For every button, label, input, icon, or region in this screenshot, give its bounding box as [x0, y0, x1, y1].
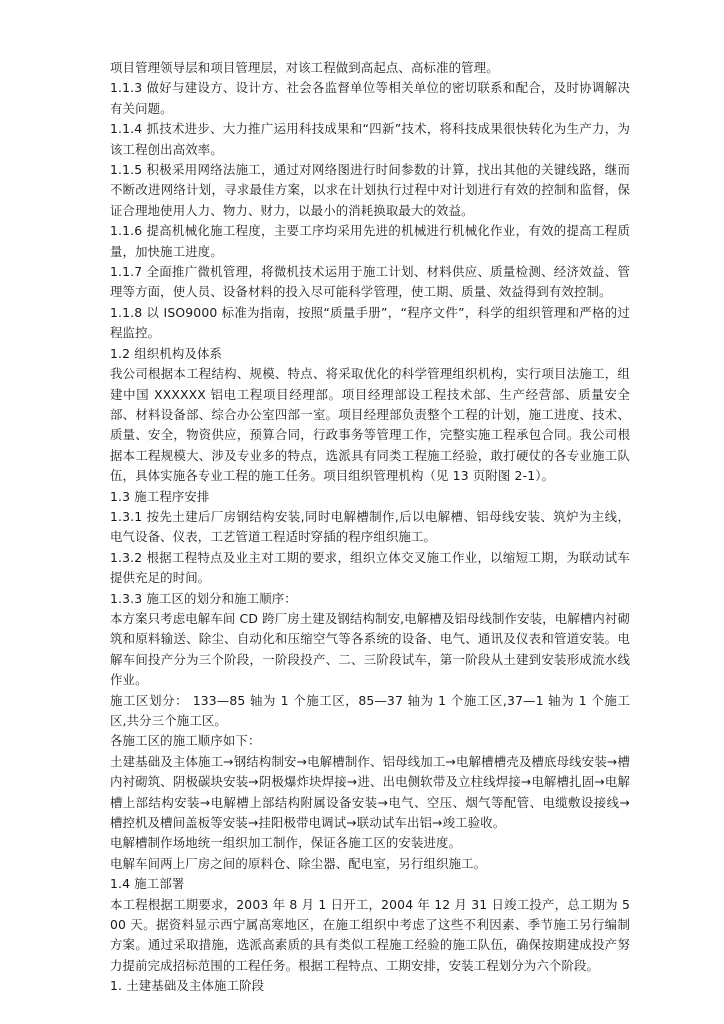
- paragraph-other-works: 电解车间两上厂房之间的原料仓、除尘器、配电室，另行组织施工。: [110, 855, 487, 871]
- heading-1-3: 1.3 施工程序安排: [110, 488, 210, 504]
- paragraph-1-3-2: 1.3.2 根据工程特点及业主对工期的要求，组织立体交叉施工作业，以缩短工期，为联动试车提供充足的时间。: [110, 549, 630, 586]
- paragraph-sequence-intro: 各施工区的施工顺序如下：: [110, 733, 261, 749]
- paragraph-1-1-4: 1.1.4 抓技术进步、大力推广运用科技成果和“四新”技术，将科技成果很快转化为生产力，为该工程创出高效率。: [110, 121, 630, 157]
- paragraph-deployment: 本工程根据工期要求，2003 年 8 月 1 日开工，2004 年 12 月 31 日竣工投产，总工期为 500 天。据资料显示西宁属高寒地区，在施工组织中考虑了这些不利因素、季节施工另行编制方案。通过采取措施，选派高素质的具有类似工程施工经验的施工队伍，确保按期建成投产努力提前完成招标范围的工程任务。根据工程特点、工期安排，安装工程划分为六个阶段。: [110, 896, 630, 973]
- paragraph-1-1-3: 1.1.3 做好与建设方、设计方、社会各监督单位等相关单位的密切联系和配合，及时协调解决有关问题。: [110, 80, 630, 116]
- paragraph-zones: 施工区划分： 133—85 轴为 1 个施工区，85—37 轴为 1 个施工区,37—1 轴为 1 个施工区,共分三个施工区。: [110, 692, 630, 728]
- paragraph-1-1-7: 1.1.7 全面推广微机管理，将微机技术运用于施工计划、材料供应、质量检测、经济效益、管理等方面，使人员、设备材料的投入尽可能科学管理，使工期、质量、效益得到有效控制。: [110, 264, 630, 300]
- paragraph-scope: 本方案只考虑电解车间 CD 跨厂房土建及钢结构制安,电解槽及铝母线制作安装，电解槽内衬砌筑和原料输送、除尘、自动化和压缩空气等各系统的设备、电气、通讯及仪表和管道安装。电解车间投产分为三个阶段，一阶段投产、二、三阶段试车，第一阶段从土建到安装形成流水线作业。: [110, 610, 630, 688]
- heading-1-4: 1.4 施工部署: [110, 876, 185, 892]
- paragraph-sequence: 土建基础及主体施工→钢结构制安→电解槽制作、铝母线加工→电解槽槽壳及槽底母线安装→槽内衬砌筑、阴极碳块安装→阴极爆炸块焊接→进、出电侧软带及立柱线焊接→电解槽扎固→电解槽上部结构安装→电解槽上部结构附属设备安装→电气、空压、烟气等配管、电缆敷设接线→槽控机及槽间盖板等安装→挂阳极带电调试→联动试车出铝→竣工验收。: [110, 753, 630, 831]
- paragraph-fabrication: 电解槽制作场地统一组织加工制作，保证各施工区的安装进度。: [110, 835, 462, 851]
- paragraph-organization: 我公司根据本工程结构、规模、特点、将采取优化的科学管理组织机构，实行项目法施工，组建中国 XXXXXX 铝电工程项目经理部。项目经理部设工程技术部、生产经营部、质量安全部、材料设备部、综合办公室四部一室。项目经理部负责整个工程的计划，施工进度、技术、质量、安全，物资供应，预算合同，行政事务等管理工作，完整实施工程承包合同。我公司根据本工程规模大、涉及专业多的特点，选派具有同类工程施工经验，敢打硬仗的各专业施工队伍，具体实施各专业工程的施工任务。项目组织管理机构（见 13 页附图 2-1）。: [110, 366, 630, 484]
- paragraph-1-1-8: 1.1.8 以 ISO9000 标准为指南，按照“质量手册”，“程序文件”，科学的组织管理和严格的过程监控。: [110, 304, 630, 341]
- paragraph-1-1-5: 1.1.5 积极采用网络法施工，通过对网络图进行时间参数的计算，找出其他的关键线路，继而不断改进网络计划，寻求最佳方案，以求在计划执行过程中对计划进行有效的控制和监督，保证合理地使用人力、物力、财力，以最小的消耗换取最大的效益。: [110, 162, 630, 218]
- document-page: [110, 58, 630, 997]
- paragraph-1-1-6: 1.1.6 提高机械化施工程度，主要工序均采用先进的机械进行机械化作业，有效的提高工程质量，加快施工进度。: [110, 223, 630, 259]
- heading-1-3-3: 1.3.3 施工区的划分和施工顺序：: [110, 590, 297, 606]
- paragraph-continuation: 项目管理领导层和项目管理层，对该工程做到高起点、高标准的管理。: [110, 60, 499, 75]
- paragraph-1-3-1: 1.3.1 按先土建后厂房钢结构安装,同时电解槽制作,后以电解槽、铝母线安装、筑炉为主线，电气设备、仪表，工艺管道工程适时穿插的程序组织施工。: [110, 508, 630, 545]
- heading-1-2: 1.2 组织机构及体系: [110, 345, 223, 361]
- list-item-stage-1: 1. 土建基础及主体施工阶段: [110, 978, 265, 994]
